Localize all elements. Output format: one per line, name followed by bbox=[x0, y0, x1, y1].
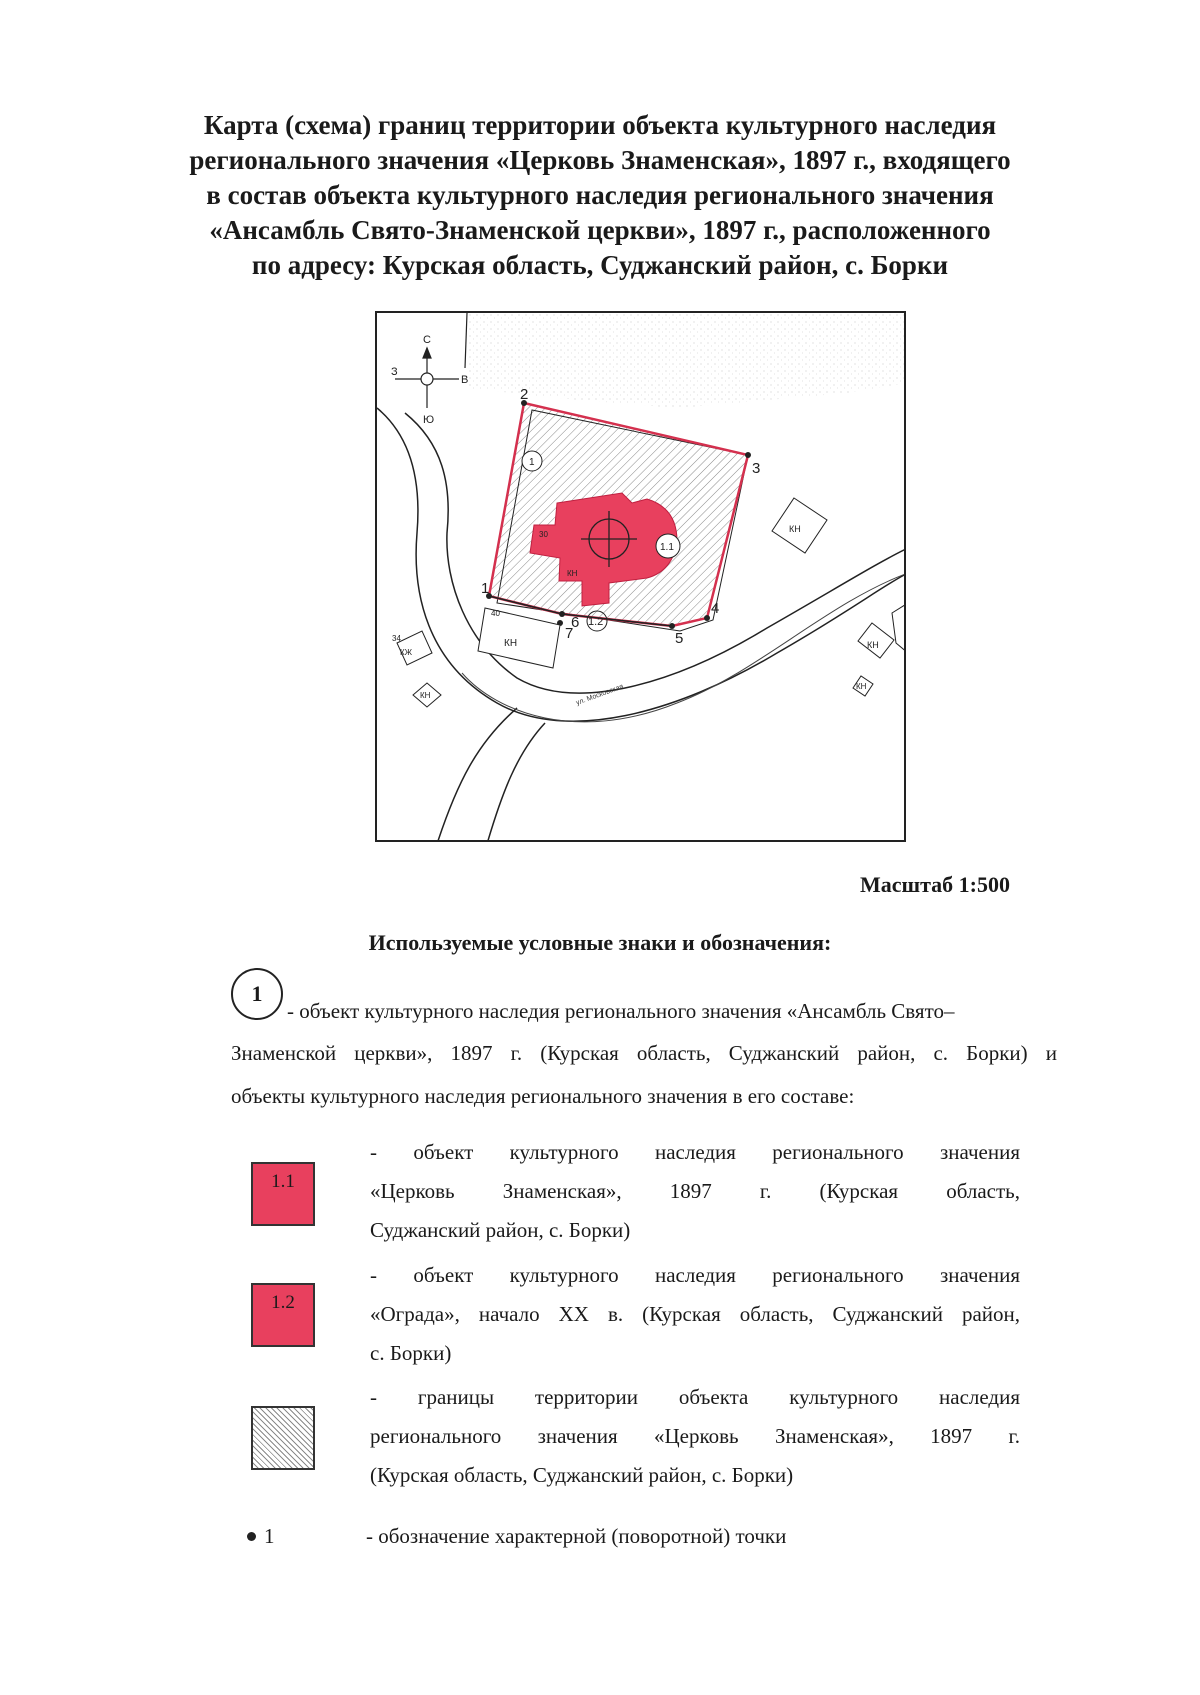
building-tag: КН bbox=[504, 638, 518, 649]
compass-west: З bbox=[391, 366, 398, 378]
title-line: Карта (схема) границ территории объекта культурного наследия bbox=[203, 110, 997, 140]
church-label: 1.1 bbox=[660, 542, 674, 553]
point-symbol-number: 1 bbox=[264, 1524, 275, 1548]
building-number: 30 bbox=[539, 530, 548, 539]
point-label-6: 6 bbox=[571, 614, 580, 631]
legend-ensemble-line: - объект культурного наследия регионального значения «Ансамбль Свято– bbox=[287, 999, 955, 1023]
map-canvas bbox=[377, 313, 906, 842]
map-scale: Масштаб 1:500 bbox=[860, 872, 1011, 897]
point-label-5: 5 bbox=[675, 630, 684, 647]
street-label: ул. Московская bbox=[575, 683, 625, 707]
legend-territory-line: - границы территории объекта культурного наследия bbox=[370, 1385, 1020, 1409]
fence-swatch: 1.2 bbox=[251, 1283, 315, 1347]
legend-fence-line: «Ограда», начало XX в. (Курская область, Суджанский район, bbox=[370, 1302, 1020, 1326]
legend-point-text: - обозначение характерной (поворотной) точки bbox=[366, 1524, 787, 1548]
legend-fence-line: - объект культурного наследия регионального значения bbox=[370, 1263, 1020, 1287]
legend-ensemble-line: Знаменской церкви», 1897 г. (Курская область, Суджанский район, с. Борки) и bbox=[231, 1041, 1057, 1065]
building-tag: КЖ bbox=[400, 648, 413, 657]
title-line: регионального значения «Церковь Знаменская», 1897 г., входящего bbox=[189, 145, 1011, 175]
point-label-2: 2 bbox=[520, 386, 529, 403]
legend-ensemble-line: объекты культурного наследия регионального значения в его составе: bbox=[231, 1084, 855, 1108]
ensemble-label: 1 bbox=[529, 457, 535, 468]
point-label-7: 7 bbox=[565, 625, 574, 642]
road-edge bbox=[465, 313, 467, 368]
building-number: 40 bbox=[491, 609, 500, 618]
legend-fence-line: с. Борки) bbox=[370, 1341, 452, 1365]
church-tag: КН bbox=[567, 569, 578, 578]
point-label-1: 1 bbox=[481, 580, 490, 597]
legend-church-line: - объект культурного наследия регионального значения bbox=[370, 1140, 1020, 1164]
point-label-4: 4 bbox=[711, 600, 720, 617]
title-line: по адресу: Курская область, Суджанский район, с. Борки bbox=[251, 250, 949, 280]
house-building bbox=[892, 603, 906, 653]
building-tag: КН bbox=[789, 524, 801, 534]
territory-swatch bbox=[251, 1406, 315, 1470]
legend-title: Используемые условные знаки и обозначения: bbox=[368, 930, 832, 955]
ensemble-symbol: 1 bbox=[231, 968, 283, 1020]
title-line: «Ансамбль Свято-Знаменской церкви», 1897 г., расположенного bbox=[209, 215, 991, 245]
legend-territory-line: регионального значения «Церковь Знаменская», 1897 г. bbox=[370, 1424, 1020, 1448]
boundary-map bbox=[375, 311, 906, 842]
legend-church-line: Суджанский район, с. Борки) bbox=[370, 1218, 631, 1242]
legend-territory-line: (Курская область, Суджанский район, с. Борки) bbox=[370, 1463, 794, 1487]
speckled-area bbox=[467, 313, 906, 408]
compass-icon bbox=[395, 348, 459, 408]
building-number: 34 bbox=[392, 634, 401, 643]
point-label-3: 3 bbox=[752, 460, 761, 477]
page-title bbox=[150, 108, 1050, 283]
building-tag: КН bbox=[856, 682, 867, 691]
fence-label: 1.2 bbox=[588, 616, 604, 628]
title-line: в состав объекта культурного наследия регионального значения bbox=[206, 180, 994, 210]
building-tag: КН bbox=[867, 640, 879, 650]
compass-south: Ю bbox=[423, 414, 435, 426]
legend-church-line: «Церковь Знаменская», 1897 г. (Курская область, bbox=[370, 1179, 1020, 1203]
point-marker-icon bbox=[247, 1532, 256, 1541]
compass-north: С bbox=[423, 334, 431, 346]
building-tag: КН bbox=[420, 691, 431, 700]
compass-east: В bbox=[461, 374, 469, 386]
church-swatch: 1.1 bbox=[251, 1162, 315, 1226]
